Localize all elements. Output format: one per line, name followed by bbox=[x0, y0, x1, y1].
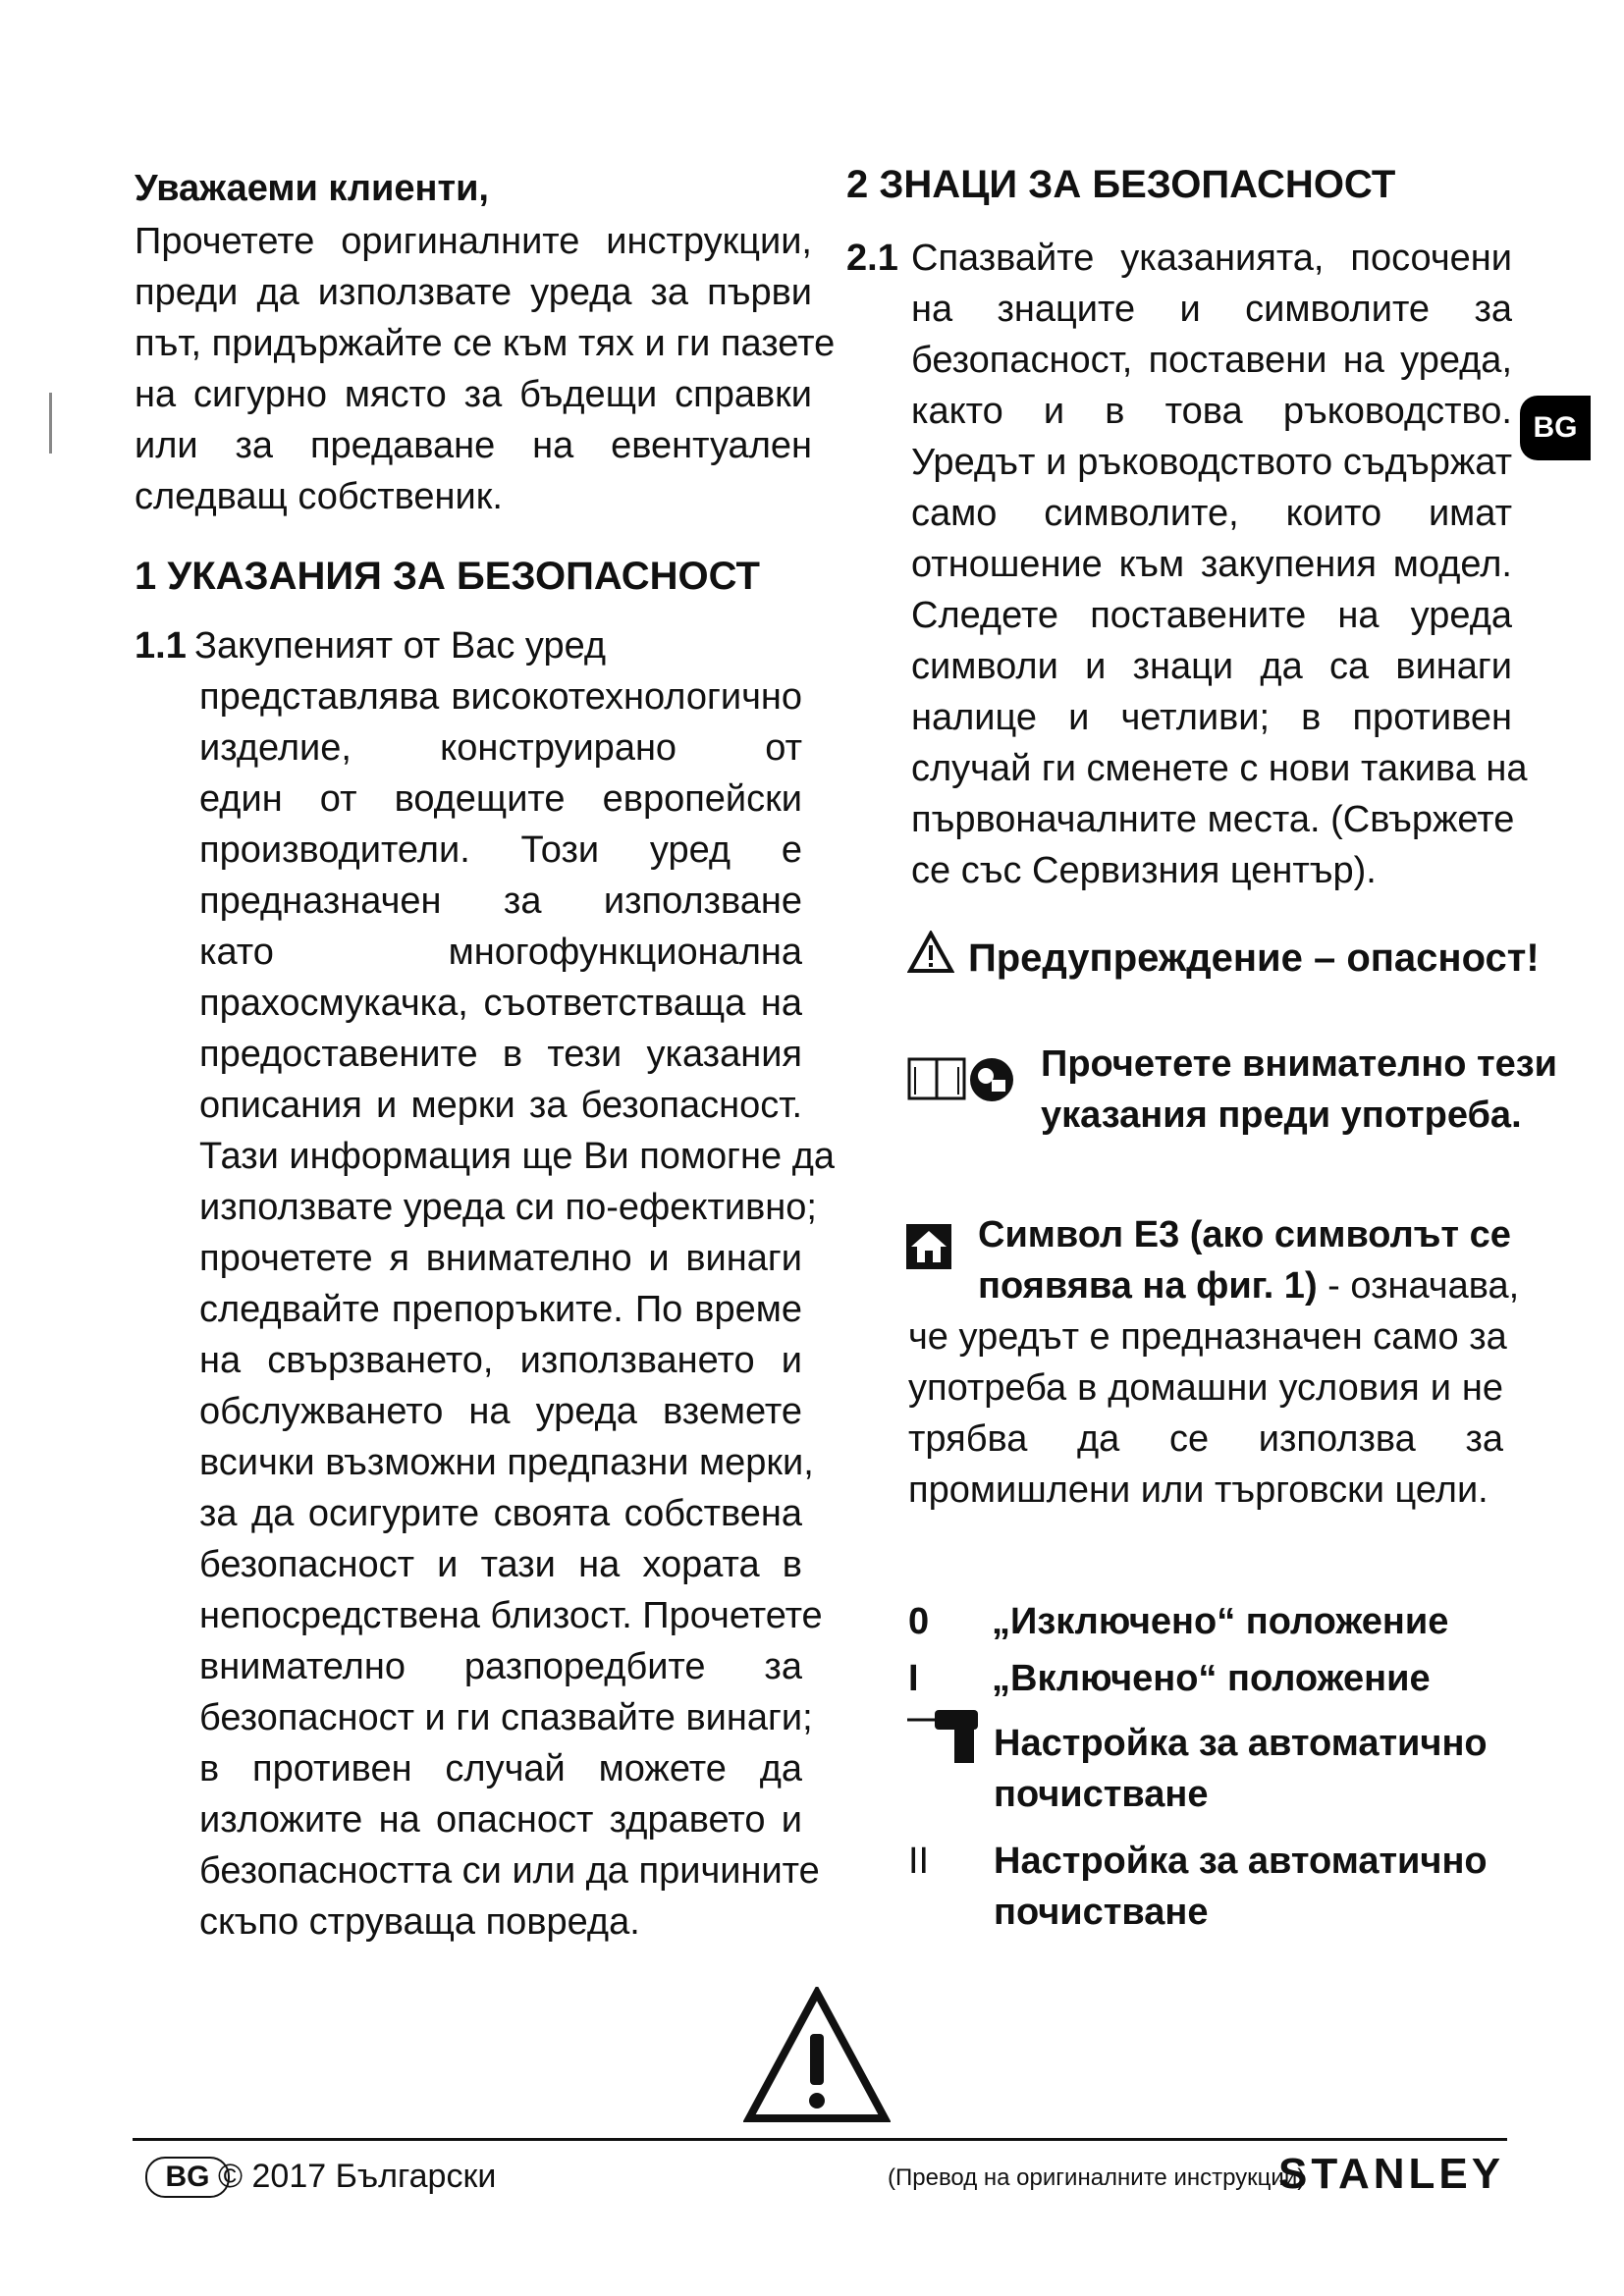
symbol-text-auto-2: почистване bbox=[994, 1892, 1209, 1933]
item-2-1-line: символи и знаци да са винаги bbox=[911, 646, 1512, 687]
e3-bold-text: появява на фиг. 1) bbox=[978, 1265, 1318, 1307]
footer-divider bbox=[133, 2138, 1507, 2141]
warning-title: Предупреждение – опасност! bbox=[968, 936, 1540, 980]
brand-logo: STANLEY bbox=[1278, 2150, 1505, 2198]
item-1-1-number bbox=[135, 620, 187, 671]
intro-line: следващ собственик. bbox=[135, 476, 503, 517]
read-notice-line: указания преди употреба. bbox=[1041, 1095, 1522, 1136]
item-1-1-line: в противен случай можете да bbox=[199, 1748, 802, 1789]
item-2-1-line: налице и четливи; в противен bbox=[911, 697, 1512, 738]
item-2-1-line: Уредът и ръководството съдържат bbox=[911, 442, 1512, 483]
intro-line: път, придържайте се към тях и ги пазете bbox=[135, 323, 836, 364]
symbol-key-II: II bbox=[908, 1841, 930, 1882]
item-2-1-line: отношение към закупения модел. bbox=[911, 544, 1512, 585]
item-1-1-line: като многофункционална bbox=[199, 932, 802, 973]
item-2-1-line: първоначалните места. (Свържете bbox=[911, 799, 1515, 840]
margin-marker bbox=[49, 393, 52, 454]
symbol-text-drill-1: Настройка за автоматично bbox=[994, 1723, 1488, 1764]
warning-triangle-icon bbox=[907, 931, 954, 979]
symbol-key-0: 0 bbox=[908, 1601, 930, 1642]
intro-line: или за предаване на евентуален bbox=[135, 425, 812, 466]
item-1-1-line: изделие, конструирано от bbox=[199, 727, 802, 769]
item-2-1-line: безопасност, поставени на уреда, bbox=[911, 340, 1512, 381]
symbol-text-off: „Изключено“ положение bbox=[992, 1601, 1449, 1642]
item-number: 2.1 bbox=[846, 238, 898, 279]
item-1-1-line: безопасност и тази на хората в bbox=[199, 1544, 802, 1585]
item-1-1-line: предназначен за използване bbox=[199, 881, 802, 922]
section-1-title: 1 УКАЗАНИЯ ЗА БЕЗОПАСНОСТ bbox=[135, 555, 760, 598]
symbol-text-on: „Включено“ положение bbox=[992, 1658, 1431, 1699]
item-1-1-line: прочетете я внимателно и винаги bbox=[199, 1238, 802, 1279]
footer-translation-note: (Превод на оригиналните инструкции) bbox=[888, 2164, 1306, 2191]
item-2-1-line: случай ги сменете с нови такива на bbox=[911, 748, 1528, 789]
item-2-1-line: както и в това ръководство. bbox=[911, 391, 1512, 432]
item-2-1-first-line: Спазвайте указанията, посочени bbox=[911, 238, 1512, 279]
item-1-1-line: Тази информация ще Ви помогне да bbox=[199, 1136, 836, 1177]
intro-line: преди да използвате уреда за първи bbox=[135, 272, 812, 313]
intro-paragraph bbox=[135, 216, 836, 522]
intro-line: на сигурно място за бъдещи справки bbox=[135, 374, 812, 415]
warning-sign-icon bbox=[743, 1987, 891, 2129]
item-1-1-line: следвайте препоръките. По време bbox=[199, 1289, 802, 1330]
item-1-1-line: производители. Този уред е bbox=[199, 829, 802, 871]
item-1-1-line: всички възможни предпазни мерки, bbox=[199, 1442, 814, 1483]
item-1-1-line: един от водещите европейски bbox=[199, 778, 802, 820]
greeting: Уважаеми клиенти, bbox=[135, 168, 489, 209]
item-2-1-line: се със Сервизния център). bbox=[911, 850, 1377, 891]
item-1-1-first-line: Закупеният от Вас уред bbox=[194, 625, 607, 667]
e3-description bbox=[908, 1311, 1507, 1516]
item-1-1-line: използвате уреда си по-ефективно; bbox=[199, 1187, 817, 1228]
item-1-1-line: за да осигурите своята собствена bbox=[199, 1493, 802, 1534]
item-1-1-line: изложите на опасност здравето и bbox=[199, 1799, 802, 1841]
footer-language-badge: BG bbox=[145, 2157, 230, 2198]
e3-tail-text: - означава, bbox=[1317, 1265, 1520, 1307]
item-1-1-line: скъпо струваща повреда. bbox=[199, 1901, 640, 1943]
item-2-1-body bbox=[911, 284, 1528, 896]
language-tab: BG bbox=[1520, 396, 1591, 460]
e3-line: трябва да се използва за bbox=[908, 1418, 1503, 1460]
e3-title-line-2 bbox=[978, 1260, 1519, 1311]
section-2-title: 2 ЗНАЦИ ЗА БЕЗОПАСНОСТ bbox=[846, 163, 1396, 206]
symbol-text-auto-1: Настройка за автоматично bbox=[994, 1841, 1488, 1882]
item-1-1-line: прахосмукачка, съответстваща на bbox=[199, 983, 802, 1024]
item-1-1-line: представлява високотехнологично bbox=[199, 676, 802, 718]
e3-line: промишлени или търговски цели. bbox=[908, 1469, 1489, 1511]
item-1-1-body bbox=[199, 671, 836, 1948]
item-1-1-line: внимателно разпоредбите за bbox=[199, 1646, 802, 1687]
read-notice-line: Прочетете внимателно тези bbox=[1041, 1043, 1558, 1085]
intro-line: Прочетете оригиналните инструкции, bbox=[135, 221, 812, 262]
item-1-1-line: на свързването, използването и bbox=[199, 1340, 802, 1381]
symbol-key-I: I bbox=[908, 1658, 919, 1699]
manual-book-icon bbox=[907, 1055, 966, 1107]
footer-copyright: © 2017 Български bbox=[218, 2158, 497, 2195]
drill-icon bbox=[907, 1706, 986, 1770]
e3-title-line-1: Символ Е3 (ако символът се bbox=[978, 1214, 1511, 1255]
item-1-1-line: безопасност и ги спазвайте винаги; bbox=[199, 1697, 813, 1738]
item-number: 1.1 bbox=[135, 625, 187, 667]
item-1-1-line: обслужването на уреда вземете bbox=[199, 1391, 802, 1432]
read-instructions-notice bbox=[1041, 1039, 1558, 1141]
item-1-1-line: безопасността си или да причините bbox=[199, 1850, 820, 1892]
item-1-1-line: описания и мерки за безопасност. bbox=[199, 1085, 802, 1126]
item-2-1-number bbox=[846, 233, 898, 284]
item-2-1-line: Следете поставените на уреда bbox=[911, 595, 1512, 636]
e3-line: употреба в домашни условия и не bbox=[908, 1367, 1503, 1409]
item-2-1-line: на знаците и символите за bbox=[911, 289, 1512, 330]
symbol-text-drill-2: почистване bbox=[994, 1774, 1209, 1815]
e3-line: че уредът е предназначен само за bbox=[908, 1316, 1507, 1358]
item-1-1-line: предоставените в тези указания bbox=[199, 1034, 802, 1075]
read-instructions-icon bbox=[968, 1056, 1015, 1108]
home-use-icon bbox=[905, 1223, 952, 1275]
item-1-1-line: непосредствена близост. Прочетете bbox=[199, 1595, 823, 1636]
item-2-1-line: само символите, които имат bbox=[911, 493, 1512, 534]
